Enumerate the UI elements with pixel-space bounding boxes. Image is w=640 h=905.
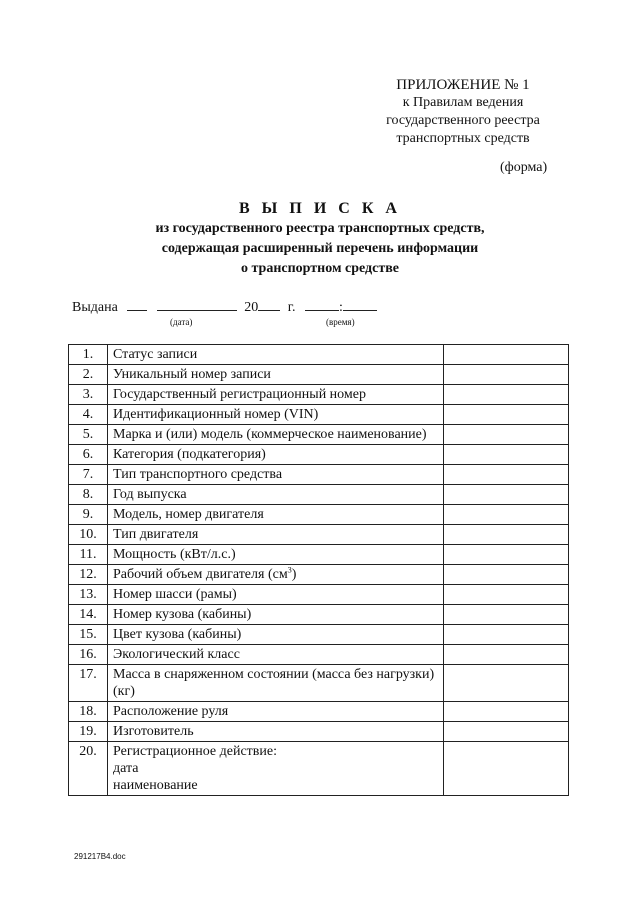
row-number: 8. — [69, 485, 108, 505]
row-value — [444, 545, 569, 565]
row-label — [108, 505, 444, 525]
table-row — [69, 665, 569, 702]
document-title: В Ы П И С К А — [239, 200, 401, 217]
row-label-text: Мощность (кВт/л.с.) — [113, 547, 236, 562]
table-row — [69, 425, 569, 445]
row-value — [444, 445, 569, 465]
appendix-line: к Правилам ведения — [402, 95, 524, 110]
row-value — [444, 485, 569, 505]
row-label — [108, 345, 444, 365]
row-value — [444, 585, 569, 605]
row-value — [444, 702, 569, 722]
row-value — [444, 605, 569, 625]
row-label — [108, 445, 444, 465]
row-label — [108, 565, 444, 585]
row-number: 14. — [69, 605, 108, 625]
row-label — [108, 545, 444, 565]
row-label-text: Номер кузова (кабины) — [113, 607, 252, 622]
row-label-text: Экологический класс — [113, 647, 240, 662]
table-row — [69, 525, 569, 545]
row-label — [108, 465, 444, 485]
date-hint: (дата) — [170, 317, 193, 327]
table-row — [69, 485, 569, 505]
issued-label: Выдана — [72, 300, 118, 315]
subtitle-line: из государственного реестра транспортных средств, — [155, 221, 485, 236]
table-row — [69, 645, 569, 665]
table-row — [69, 505, 569, 525]
row-value — [444, 405, 569, 425]
table-row — [69, 345, 569, 365]
superscript: 3 — [287, 565, 292, 575]
row-number: 15. — [69, 625, 108, 645]
row-label-text: Категория (подкатегория) — [113, 447, 266, 462]
row-value — [444, 365, 569, 385]
subtitle-line: содержащая расширенный перечень информации — [161, 241, 479, 256]
row-number: 7. — [69, 465, 108, 485]
table-row — [69, 585, 569, 605]
row-subline: наименование — [113, 778, 198, 793]
file-name: 291217В4.doc — [74, 852, 126, 861]
row-number: 2. — [69, 365, 108, 385]
row-subline: дата — [113, 761, 139, 776]
table-row — [69, 625, 569, 645]
row-value — [444, 385, 569, 405]
row-number: 3. — [69, 385, 108, 405]
row-label — [108, 485, 444, 505]
row-number: 9. — [69, 505, 108, 525]
row-value — [444, 525, 569, 545]
row-value — [444, 625, 569, 645]
row-label-text: Расположение руля — [113, 704, 229, 719]
row-label-text: Масса в снаряженном состоянии (масса без нагрузки) (кг) — [113, 667, 435, 699]
row-number: 19. — [69, 722, 108, 742]
day-blank — [127, 298, 147, 311]
table-row — [69, 742, 569, 796]
row-number: 11. — [69, 545, 108, 565]
row-number: 5. — [69, 425, 108, 445]
row-label-text: Модель, номер двигателя — [113, 507, 264, 522]
appendix-line: государственного реестра — [386, 113, 540, 128]
row-label — [108, 525, 444, 545]
row-label-text: Статус записи — [113, 347, 198, 362]
row-value — [444, 505, 569, 525]
issued-line — [72, 298, 377, 316]
table-row — [69, 565, 569, 585]
row-label-text: Рабочий объем двигателя (см — [113, 567, 288, 582]
row-label — [108, 722, 444, 742]
minute-blank — [343, 298, 377, 311]
table-row — [69, 722, 569, 742]
row-label — [108, 605, 444, 625]
row-label — [108, 702, 444, 722]
table-row — [69, 405, 569, 425]
row-value — [444, 742, 569, 796]
row-value — [444, 665, 569, 702]
row-label-text: Тип транспортного средства — [113, 467, 283, 482]
row-label-text: Год выпуска — [113, 487, 187, 502]
row-value — [444, 565, 569, 585]
table-row — [69, 702, 569, 722]
row-label-text: Цвет кузова (кабины) — [113, 627, 242, 642]
row-number: 18. — [69, 702, 108, 722]
row-number: 13. — [69, 585, 108, 605]
year-prefix: 20 — [244, 300, 259, 315]
registry-table — [68, 344, 569, 796]
subtitle-line: о транспортном средстве — [241, 261, 399, 276]
row-label — [108, 665, 444, 702]
row-number: 6. — [69, 445, 108, 465]
row-number: 12. — [69, 565, 108, 585]
time-separator: : — [338, 300, 343, 315]
time-hint: (время) — [326, 317, 355, 327]
row-number: 17. — [69, 665, 108, 702]
row-label-text: Изготовитель — [113, 724, 194, 739]
form-label: (форма) — [500, 160, 548, 175]
row-label-text: Идентификационный номер (VIN) — [113, 407, 319, 422]
row-label — [108, 645, 444, 665]
table-row — [69, 545, 569, 565]
table-row — [69, 365, 569, 385]
row-label — [108, 425, 444, 445]
row-label-text: Марка и (или) модель (коммерческое наименование) — [113, 427, 427, 442]
row-number: 20. — [69, 742, 108, 796]
title-block — [0, 200, 640, 278]
row-label — [108, 365, 444, 385]
row-value — [444, 345, 569, 365]
table-row — [69, 605, 569, 625]
appendix-title: ПРИЛОЖЕНИЕ № 1 — [396, 77, 530, 93]
row-label-text: Номер шасси (рамы) — [113, 587, 237, 602]
appendix-header — [368, 76, 558, 148]
row-number: 16. — [69, 645, 108, 665]
appendix-line: транспортных средств — [396, 131, 530, 146]
row-label — [108, 742, 444, 796]
row-value — [444, 645, 569, 665]
table-row — [69, 465, 569, 485]
hour-blank — [305, 298, 339, 311]
year-blank — [258, 298, 280, 311]
row-label-text: Уникальный номер записи — [113, 367, 271, 382]
row-label — [108, 385, 444, 405]
month-blank — [157, 298, 237, 311]
row-label — [108, 585, 444, 605]
table-row — [69, 445, 569, 465]
row-value — [444, 465, 569, 485]
row-number: 4. — [69, 405, 108, 425]
row-value — [444, 425, 569, 445]
row-label — [108, 405, 444, 425]
row-number: 10. — [69, 525, 108, 545]
row-label-text: Государственный регистрационный номер — [113, 387, 366, 402]
year-suffix: г. — [287, 300, 296, 315]
table-row — [69, 385, 569, 405]
row-label-text: Регистрационное действие: — [113, 744, 277, 759]
row-value — [444, 722, 569, 742]
row-label-text: Тип двигателя — [113, 527, 199, 542]
row-label — [108, 625, 444, 645]
row-label-end: ) — [291, 567, 297, 582]
row-number: 1. — [69, 345, 108, 365]
